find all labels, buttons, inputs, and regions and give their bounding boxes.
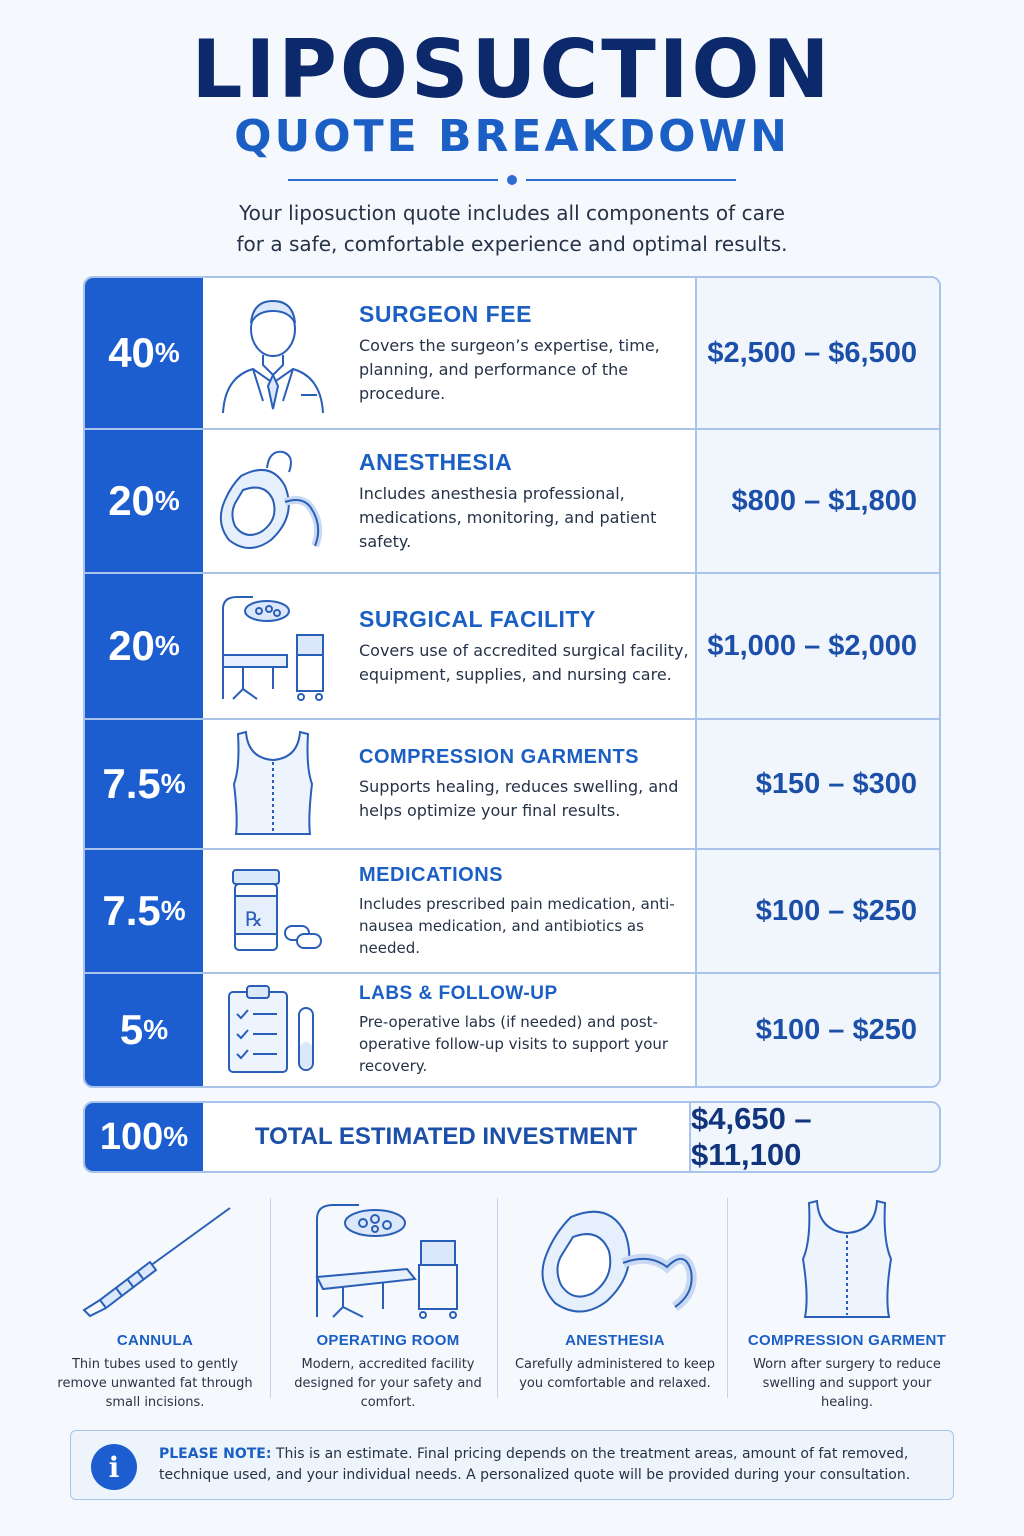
- percent-badge: 20 %: [85, 430, 203, 572]
- anesthesia-mask-icon: [203, 430, 343, 572]
- feature-operating-room: OPERATING ROOM Modern, accredited facility designed for your safety and comfort.: [273, 1190, 503, 1410]
- page-subtitle: QUOTE BREAKDOWN: [234, 111, 790, 162]
- price-range: $2,500 – $6,500: [695, 278, 939, 428]
- percent-badge: 7.5 %: [85, 720, 203, 848]
- svg-text:℞: ℞: [245, 907, 263, 931]
- total-price: $4,650 – $11,100: [689, 1103, 939, 1171]
- row-description: LABS & FOLLOW-UP Pre-operative labs (if needed) and post-operative follow-up visits to support your recovery.: [359, 983, 669, 1075]
- percent-badge: 20 %: [85, 574, 203, 718]
- cost-row-medications: [85, 850, 939, 974]
- page-title: LIPOSUCTION: [191, 23, 833, 116]
- total-row: [83, 1101, 941, 1173]
- percent-badge: 5 %: [85, 974, 203, 1086]
- info-icon: i: [91, 1444, 137, 1490]
- compression-garment-icon: [730, 1190, 964, 1330]
- intro-text: Your liposuction quote includes all components of care for a safe, comfortable experience and optimal results.: [236, 201, 788, 256]
- price-range: $1,000 – $2,000: [695, 574, 939, 718]
- price-range: $150 – $300: [695, 720, 939, 848]
- row-description: ANESTHESIA Includes anesthesia professional, medications, monitoring, and patient safety.: [359, 448, 657, 551]
- total-percent-badge: 100 %: [85, 1103, 203, 1171]
- price-range: $100 – $250: [695, 974, 939, 1086]
- features-section: [40, 1190, 984, 1410]
- feature-cannula: CANNULA Thin tubes used to gently remove unwanted fat through small incisions.: [40, 1190, 270, 1410]
- cannula-icon: [40, 1190, 270, 1330]
- surgeon-icon: [203, 278, 343, 428]
- cost-row-anesthesia: [85, 430, 939, 574]
- price-range: $100 – $250: [695, 850, 939, 972]
- note-text: PLEASE NOTE: This is an estimate. Final pricing depends on the treatment areas, amount of fat removed, technique used, and your individual needs. A personalized quote will be provided during your consultation.: [159, 1446, 911, 1483]
- medication-bottle-icon: [203, 850, 343, 972]
- estimate-note: [70, 1430, 954, 1500]
- cost-row-labs-follow-up: [85, 974, 939, 1086]
- row-description: SURGICAL FACILITY Covers use of accredited surgical facility, equipment, supplies, and nursing care.: [359, 605, 689, 684]
- anesthesia-mask-icon: [500, 1190, 730, 1330]
- cost-row-surgeon-fee: [85, 278, 939, 430]
- row-description: COMPRESSION GARMENTS Supports healing, reduces swelling, and helps optimize your final results.: [359, 745, 679, 820]
- percent-badge: 40 %: [85, 278, 203, 428]
- price-range: $800 – $1,800: [695, 430, 939, 572]
- title-divider: [288, 178, 736, 182]
- operating-room-icon: [203, 574, 343, 718]
- feature-compression-garment: COMPRESSION GARMENT Worn after surgery to reduce swelling and support your healing.: [730, 1190, 964, 1410]
- cost-breakdown-table: [83, 276, 941, 1088]
- compression-garment-icon: [203, 720, 343, 848]
- total-label: TOTAL ESTIMATED INVESTMENT: [254, 1123, 638, 1150]
- row-description: MEDICATIONS Includes prescribed pain medication, anti-nausea medication, and antibiotics as needed.: [359, 863, 675, 957]
- clipboard-test-tube-icon: [203, 974, 343, 1086]
- row-description: SURGEON FEE Covers the surgeon’s expertise, time, planning, and performance of the procedure.: [359, 300, 660, 403]
- cost-row-compression-garments: [85, 720, 939, 850]
- feature-anesthesia: ANESTHESIA Carefully administered to keep you comfortable and relaxed.: [500, 1190, 730, 1410]
- operating-room-icon: [273, 1190, 503, 1330]
- percent-badge: 7.5 %: [85, 850, 203, 972]
- cost-row-surgical-facility: [85, 574, 939, 720]
